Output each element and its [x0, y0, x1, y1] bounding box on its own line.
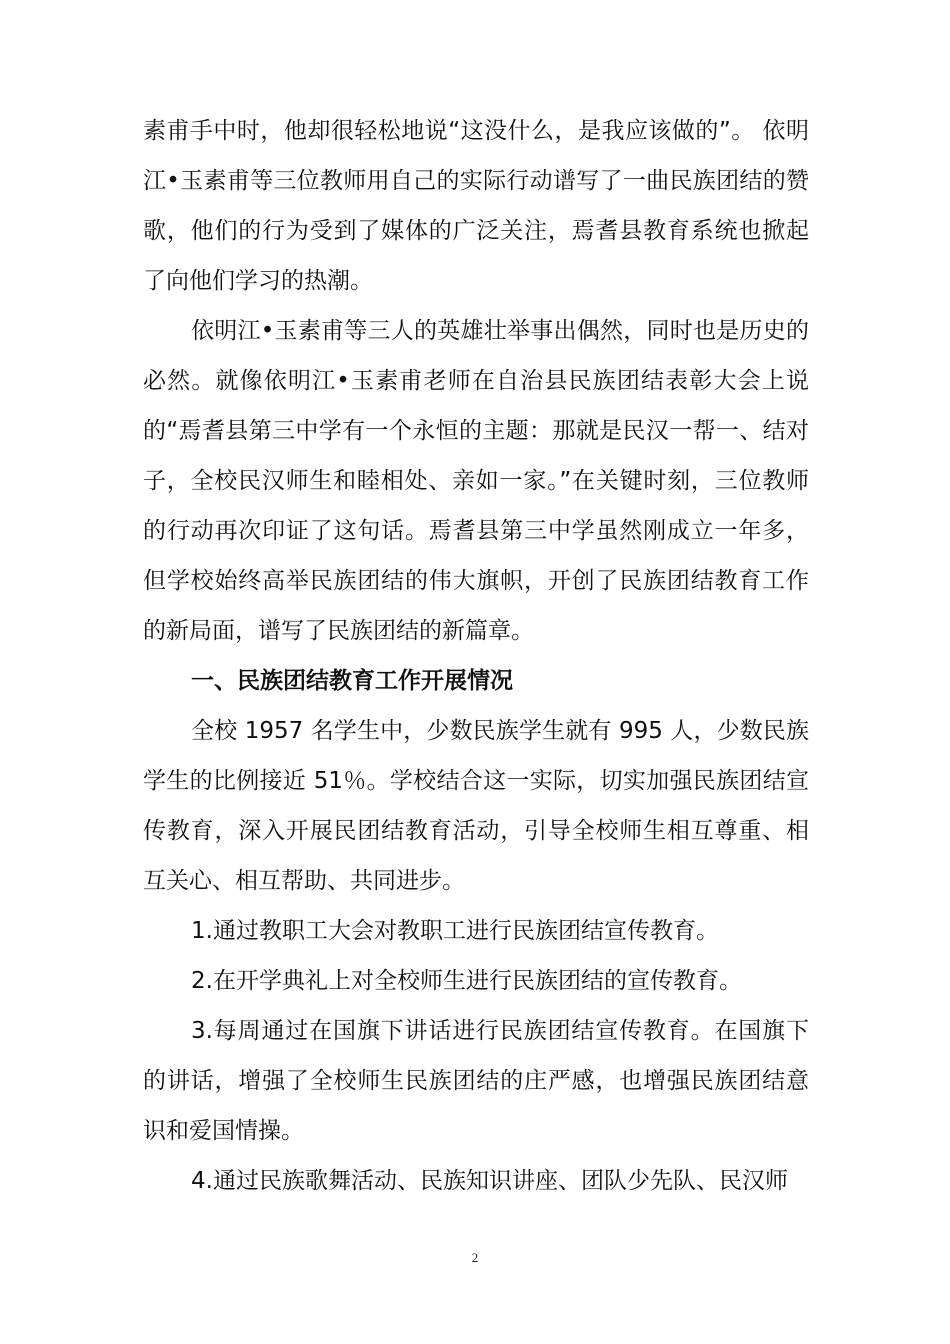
- list-item-4: 4.通过民族歌舞活动、民族知识讲座、团队少先队、民汉师: [191, 1168, 788, 1194]
- list-item-1: 1.通过教职工大会对教职工进行民族团结宣传教育。: [191, 918, 719, 944]
- document-body: [143, 106, 809, 1206]
- page-number: 2: [471, 1250, 479, 1265]
- paragraph-continuation: 素甫手中时，他却很轻松地说“这没什么，是我应该做的”。 依明江•玉素甫等三位教师用自己的实际行动谱写了一曲民族团结的赞歌，他们的行为受到了媒体的广泛关注，焉耆县教育系统也掀起了向他们学习的热潮。: [143, 118, 809, 294]
- paragraph-heroic-deed: 依明江•玉素甫等三人的英雄壮举事出偶然，同时也是历史的必然。就像依明江•玉素甫老师在自治县民族团结表彰大会上说的“焉耆县第三中学有一个永恒的主题：那就是民汉一帮一、结对子，全校民汉师生和睦相处、亲如一家。”在关键时刻，三位教师的行动再次印证了这句话。焉耆县第三中学虽然刚成立一年多，但学校始终高举民族团结的伟大旗帜，开创了民族团结教育工作的新局面，谱写了民族团结的新篇章。: [143, 318, 809, 644]
- list-item-3: 3.每周通过在国旗下讲话进行民族团结宣传教育。在国旗下的讲话，增强了全校师生民族团结的庄严感，也增强民族团结意识和爱国情操。: [143, 1018, 809, 1144]
- list-item-2: 2.在开学典礼上对全校师生进行民族团结的宣传教育。: [191, 968, 742, 994]
- section-heading: 一、民族团结教育工作开展情况: [191, 668, 513, 694]
- paragraph-student-stats: 全校 1957 名学生中，少数民族学生就有 995 人，少数民族学生的比例接近 51％。学校结合这一实际，切实加强民族团结宣传教育，深入开展民团结教育活动，引导全校师生相互尊重、相互关心、相互帮助、共同进步。: [143, 718, 809, 894]
